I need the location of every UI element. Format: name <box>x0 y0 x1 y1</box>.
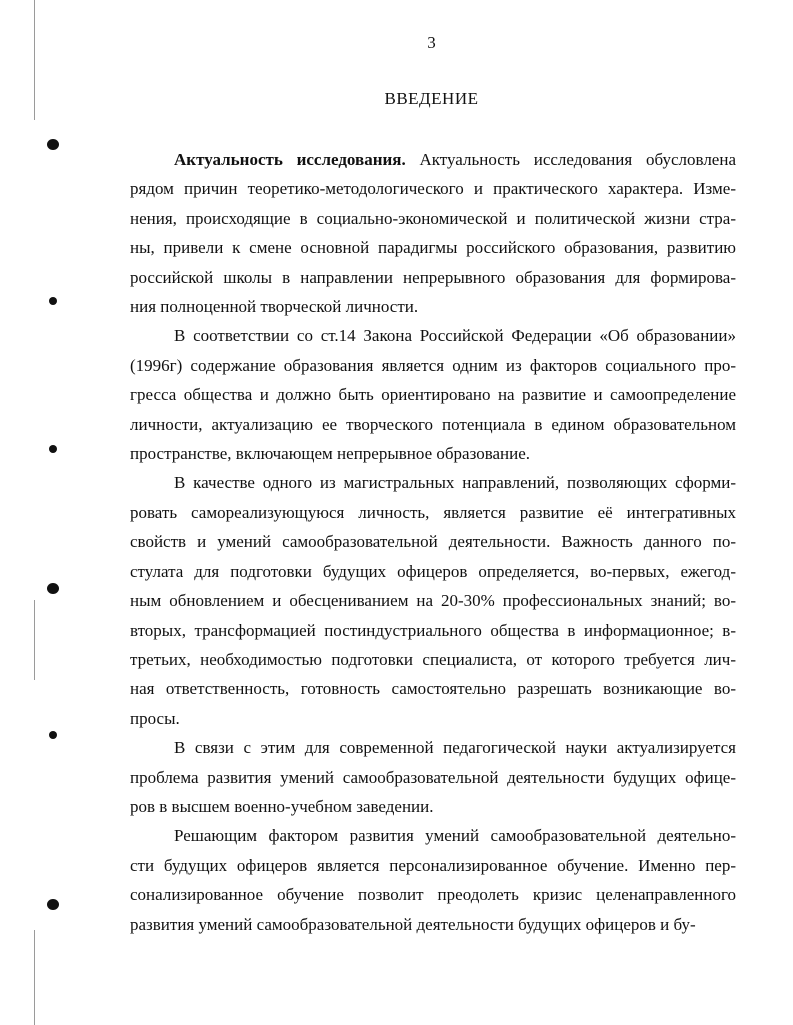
section-heading: ВВЕДЕНИЕ <box>384 89 479 108</box>
text-line: третьих, необходимостью подготовки специалиста, от которого требуется лич- <box>130 649 736 669</box>
lead-term: Актуальность исследования. <box>174 150 406 169</box>
text-line: Решающим фактором развития умений самообразовательной деятельно- <box>174 826 736 846</box>
text-line: ная ответственность, готовность самостоятельно разрешать возникающие во- <box>130 679 736 699</box>
text-line: стулата для подготовки будущих офицеров определяется, во-первых, ежегод- <box>130 561 736 581</box>
text-line: В соответствии со ст.14 Закона Российской Федерации «Об образовании» <box>174 326 736 346</box>
text-line: проблема развития умений самообразовательной деятельности будущих офице- <box>130 767 736 787</box>
text-line: сонализированное обучение позволит преодолеть кризис целенаправленного <box>130 885 736 905</box>
text-line: гресса общества и должно быть ориентировано на развитие и самоопределение <box>130 385 736 405</box>
text-line: ным обновлением и обесцениванием на 20-30% профессиональных знаний; во- <box>130 591 736 611</box>
text-line: рядом причин теоретико-методологического и практического характера. Изме- <box>130 179 736 199</box>
paragraph <box>130 321 736 468</box>
text-line: вторых, трансформацией постиндустриального общества в информационное; в- <box>130 620 736 640</box>
binding-hole <box>49 731 57 739</box>
text-line: ровать самореализующуюся личность, является развитие её интегративных <box>130 502 736 522</box>
text-line: ния полноценной творческой личности. <box>130 297 419 317</box>
text-line <box>130 145 736 174</box>
text-line: ров в высшем военно-учебном заведении. <box>130 796 434 816</box>
text-line: (1996г) содержание образования является одним из факторов социального про- <box>130 355 736 375</box>
paragraph <box>130 733 736 821</box>
scan-edge-line <box>34 600 35 680</box>
paragraph <box>130 821 736 939</box>
body-text <box>130 145 736 939</box>
text-line: пространстве, включающем непрерывное образование. <box>130 444 531 464</box>
text-line: нения, происходящие в социально-экономической и политической жизни стра- <box>130 208 736 228</box>
text-line: российской школы в направлении непрерывного образования для формирова- <box>130 267 736 287</box>
binding-hole <box>49 297 57 305</box>
text-line: свойств и умений самообразовательной деятельности. Важность данного по- <box>130 532 736 552</box>
text-line: развития умений самообразовательной деятельности будущих офицеров и бу- <box>130 914 696 934</box>
text-line: В качестве одного из магистральных направлений, позволяющих сформи- <box>174 473 736 493</box>
binding-hole <box>47 899 59 910</box>
binding-hole <box>47 139 59 150</box>
binding-hole <box>47 583 59 594</box>
binding-hole <box>49 445 57 453</box>
line-text: Актуальность исследования обусловлена <box>405 150 736 169</box>
text-line: сти будущих офицеров является персонализированное обучение. Именно пер- <box>130 855 736 875</box>
paragraph <box>130 468 736 733</box>
text-line: В связи с этим для современной педагогической науки актуализируется <box>174 738 736 758</box>
text-line: ны, привели к смене основной парадигмы российского образования, развитию <box>130 238 736 258</box>
scan-edge-line <box>34 930 35 1025</box>
text-line: личности, актуализацию ее творческого потенциала в едином образовательном <box>130 414 736 434</box>
paragraph <box>130 145 736 321</box>
text-line: просы. <box>130 708 180 728</box>
page-number: 3 <box>427 33 436 52</box>
